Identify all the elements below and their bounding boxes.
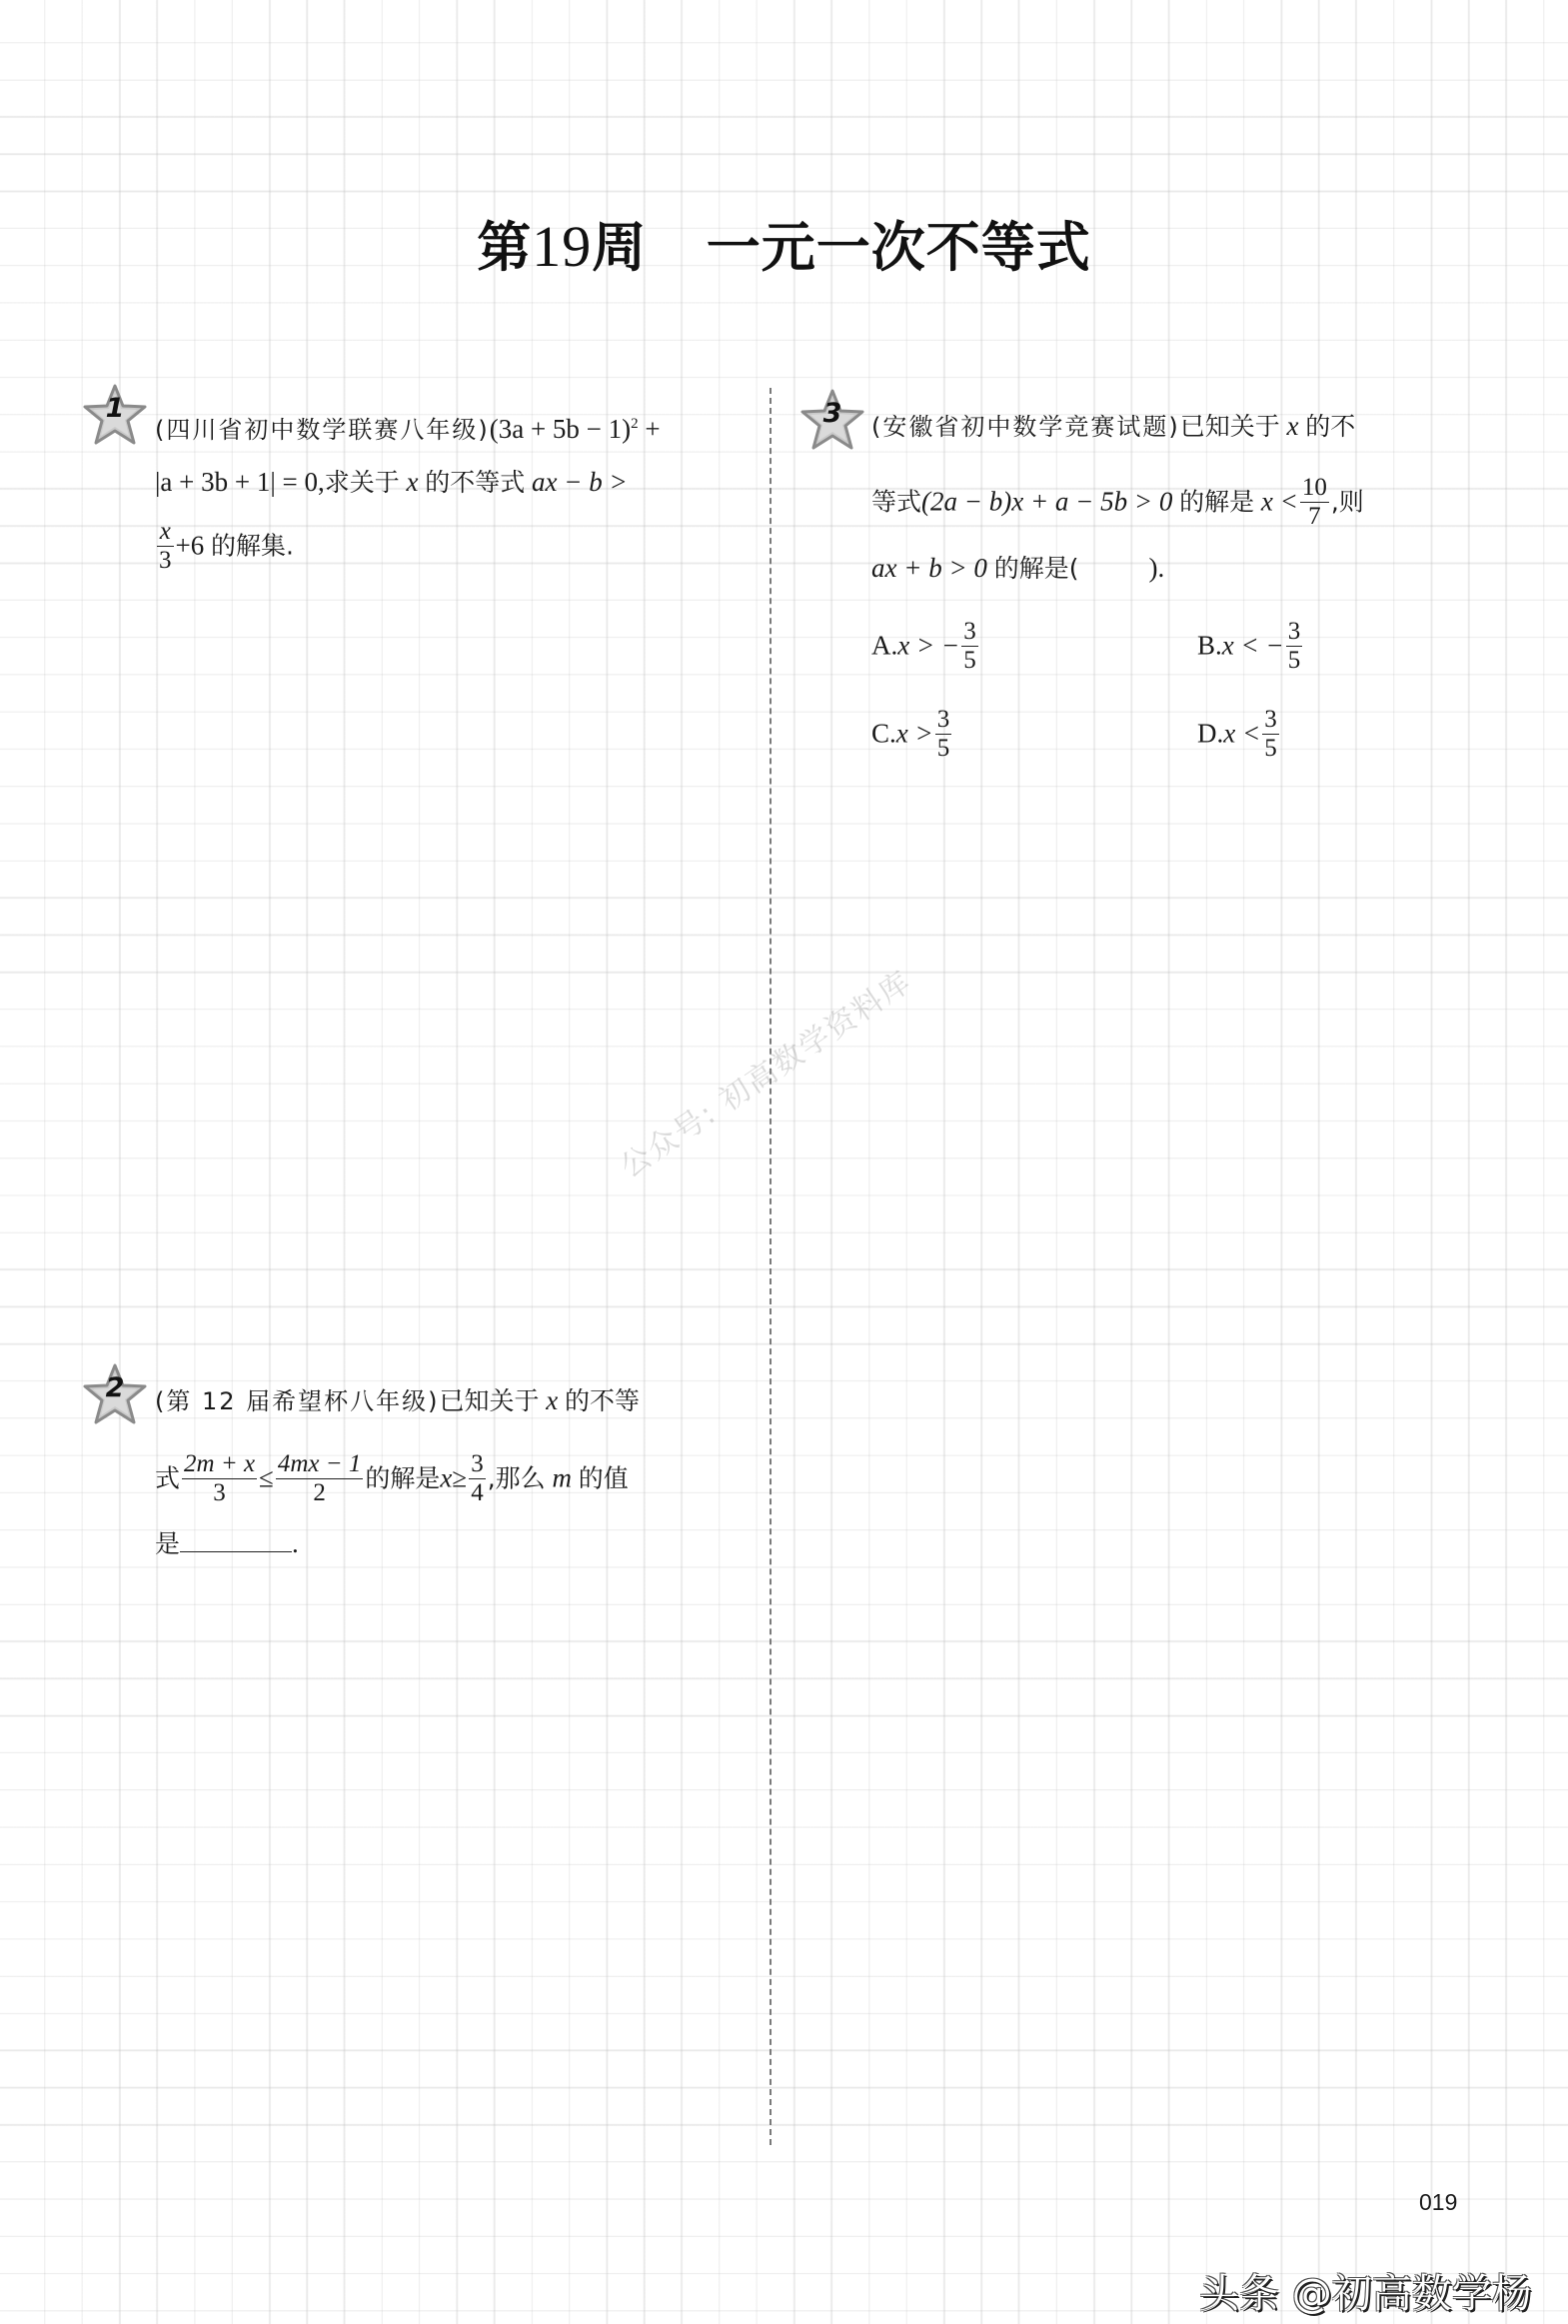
option-d[interactable]: [1197, 708, 1281, 765]
problem-3-question: 的解是(: [993, 554, 1079, 583]
problem-3-line-3: [871, 550, 1164, 587]
title-week-label: 周: [592, 216, 648, 279]
watermark: 公众号: 初高数学资料库: [614, 964, 918, 1185]
page-title: [0, 205, 1568, 282]
problem-1-number: 1: [105, 393, 125, 424]
problem-3-source: (安徽省初中数学竞赛试题): [871, 413, 1180, 441]
problem-2-fraction-2: [276, 1450, 364, 1507]
option-d-expr: x <: [1223, 718, 1261, 749]
problem-3-text-2: 的不: [1305, 412, 1356, 441]
problem-3-text-3: 等式: [871, 487, 922, 517]
problem-2-line-2: [155, 1452, 629, 1509]
problem-2-text: 已知关于: [439, 1386, 540, 1415]
fraction-numerator: 3: [1287, 618, 1301, 645]
problem-3-solution: x <: [1260, 486, 1298, 517]
option-b-expr: x < −: [1221, 630, 1284, 661]
option-c-label: C.: [871, 718, 896, 749]
fraction-denominator: 5: [1287, 647, 1301, 674]
problem-2-number: 2: [105, 1372, 125, 1403]
option-b-label: B.: [1197, 630, 1222, 661]
problem-2-line-1: [155, 1382, 640, 1419]
title-week-number: 19: [532, 214, 593, 279]
problem-2-var-m: m: [552, 1462, 572, 1493]
problem-3-target-inequality: ax + b > 0: [871, 553, 987, 583]
problem-1-expr-1: (3a + 5b − 1): [489, 414, 632, 444]
problem-3-text-4: 的解是: [1179, 487, 1255, 517]
problem-2-text-5: ,那么: [487, 1463, 546, 1493]
fraction-numerator: 10: [1301, 474, 1327, 501]
problem-1-fraction: [157, 518, 174, 575]
brand-footer: 头条 @初高数学杨: [1199, 2271, 1532, 2317]
problem-1-line-2: [155, 464, 628, 501]
problem-1-star-badge: [82, 384, 148, 446]
problem-2-var-x: x: [546, 1385, 559, 1415]
option-a-fraction: [961, 618, 978, 675]
page-number: 019: [1419, 2189, 1458, 2215]
problem-2-var-x-2: x: [440, 1462, 453, 1493]
column-divider: [770, 388, 772, 2145]
problem-3-star-badge: [799, 389, 865, 451]
problem-1-question: 的解集.: [210, 531, 294, 561]
option-c-fraction: [935, 706, 952, 763]
fraction-denominator: 5: [936, 735, 950, 762]
title-topic: 一元一次不等式: [706, 216, 1091, 279]
problem-3-line-2: [871, 476, 1364, 533]
problem-2-fraction-1: [182, 1450, 257, 1507]
title-prefix: 第: [477, 216, 533, 279]
problem-3-text-5: ,则: [1330, 487, 1364, 517]
fraction-numerator: 2m + x: [184, 1450, 256, 1477]
option-b[interactable]: [1197, 620, 1304, 677]
problem-2-line-3: [155, 1525, 299, 1562]
problem-3-inequality: (2a − b)x + a − 5b > 0: [921, 486, 1173, 517]
problem-3-close-paren: ).: [1148, 553, 1165, 583]
problem-1-abs-expr: |a + 3b + 1| = 0,: [155, 467, 325, 497]
problem-3-fraction: [1300, 474, 1329, 531]
option-a[interactable]: [871, 620, 980, 677]
problem-1-text-2: 的不等式: [425, 468, 526, 497]
fraction-numerator: 4mx − 1: [277, 1450, 362, 1477]
problem-1-var-x: x: [406, 467, 419, 497]
problem-2-source: (第 12 届希望杯八年级): [155, 1387, 440, 1415]
problem-2-answer-blank[interactable]: [180, 1525, 292, 1552]
problem-3-text: 已知关于: [1179, 412, 1280, 441]
problem-2-text-4: 的解是: [365, 1463, 441, 1493]
fraction-numerator: 3: [963, 618, 976, 645]
problem-2-text-3: 式: [155, 1463, 181, 1493]
problem-1-plus: +: [638, 414, 661, 444]
problem-1-line-3: [155, 520, 294, 577]
problem-2-text-6: 的值: [578, 1463, 629, 1493]
problem-1-inequality: ax − b >: [532, 467, 628, 497]
problem-1-line-1: [155, 406, 661, 448]
option-a-expr: x > −: [897, 630, 960, 661]
problem-2-star-badge: [82, 1363, 148, 1425]
fraction-denominator: 5: [1264, 735, 1277, 762]
fraction-denominator: 2: [313, 1479, 326, 1506]
problem-2-fraction-3: [469, 1450, 486, 1507]
problem-3-number: 3: [822, 398, 842, 429]
fraction-denominator: 7: [1308, 503, 1321, 530]
fraction-numerator: 3: [471, 1450, 484, 1477]
problem-1-source: (四川省初中数学联赛八年级): [155, 416, 490, 444]
problem-2-period: .: [292, 1528, 299, 1558]
option-b-fraction: [1286, 618, 1303, 675]
option-d-label: D.: [1197, 718, 1224, 749]
option-a-label: A.: [871, 630, 898, 661]
fraction-numerator: 3: [1264, 706, 1277, 733]
problem-2-leq: ≤: [259, 1462, 274, 1493]
problem-1-text: 求关于: [324, 468, 400, 497]
option-c[interactable]: [871, 708, 953, 765]
fraction-denominator: 3: [159, 547, 172, 574]
fraction-denominator: 5: [963, 647, 976, 674]
fraction-numerator: x: [159, 518, 171, 545]
problem-2-text-2: 的不等: [565, 1386, 641, 1415]
problem-3-line-1: [871, 408, 1355, 445]
fraction-numerator: 3: [936, 706, 950, 733]
problem-3-var-x: x: [1286, 411, 1299, 441]
problem-1-exponent: 2: [631, 416, 639, 432]
problem-1-plus-six: +6: [175, 530, 205, 561]
option-c-expr: x >: [895, 718, 933, 749]
option-d-fraction: [1262, 706, 1279, 763]
problem-2-text-7: 是: [155, 1529, 181, 1558]
fraction-denominator: 4: [471, 1479, 484, 1506]
fraction-denominator: 3: [213, 1479, 226, 1506]
problem-2-geq: ≥: [452, 1462, 468, 1493]
